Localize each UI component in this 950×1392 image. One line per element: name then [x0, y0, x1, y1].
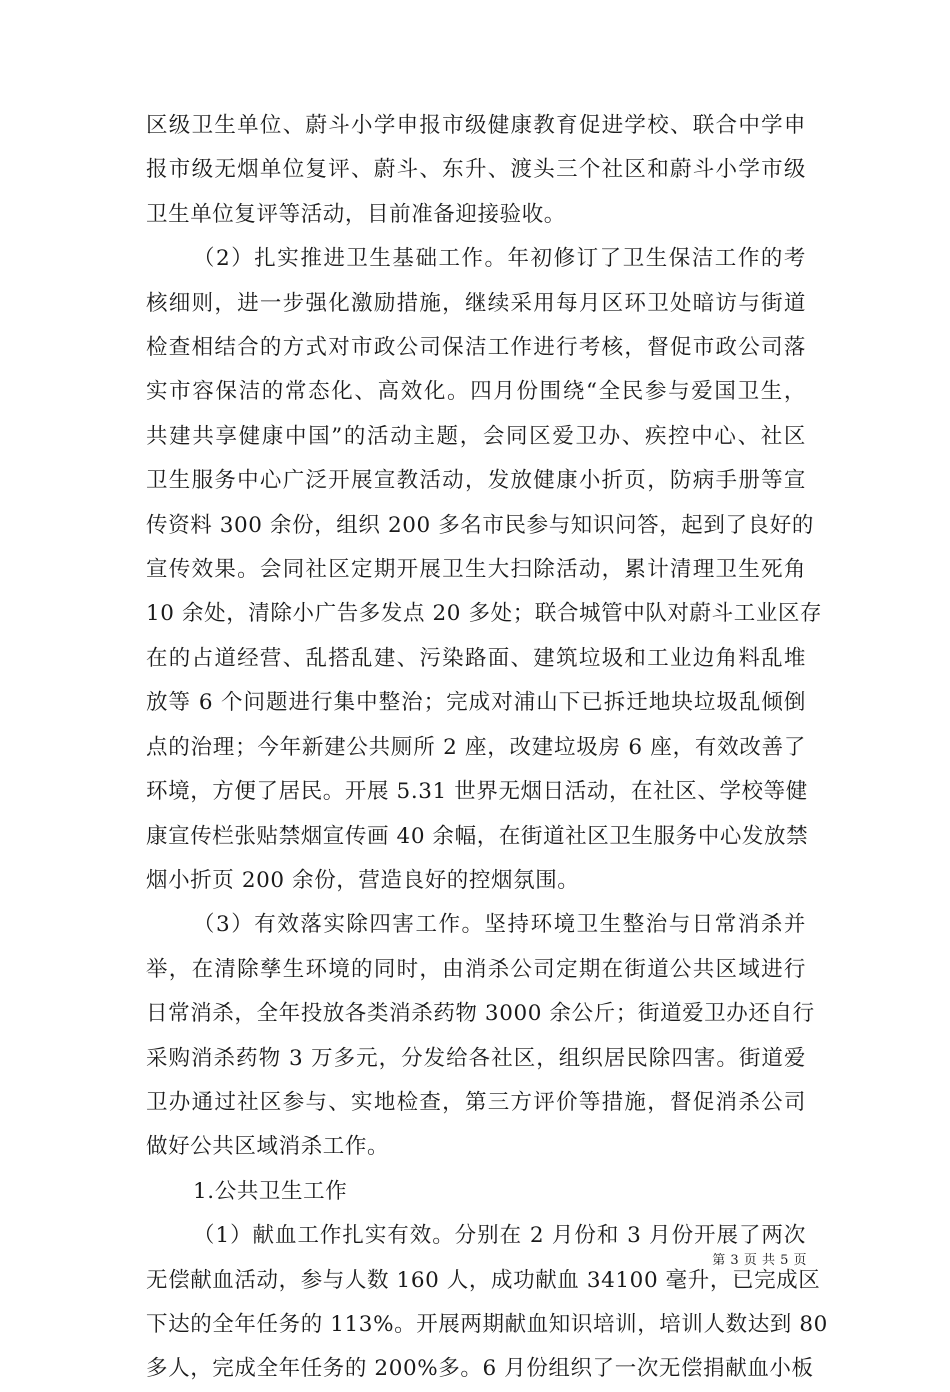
text-line: 检查相结合的方式对市政公司保洁工作进行考核，督促市政公司落: [146, 335, 806, 361]
text-line: 点的治理；今年新建公共厕所 2 座，改建垃圾房 6 座，有效改善了: [146, 734, 806, 760]
text-line: 报市级无烟单位复评、蔚斗、东升、渡头三个社区和蔚斗小学市级: [146, 157, 806, 183]
text-line: 区级卫生单位、蔚斗小学申报市级健康教育促进学校、联合中学申: [146, 113, 806, 138]
paragraph-sanitation-basics: [146, 237, 823, 903]
text-line: 共建共享健康中国”的活动主题，会同区爱卫办、疾控中心、社区: [146, 423, 806, 449]
text-line: 在的占道经营、乱搭乱建、污染路面、建筑垃圾和工业边角料乱堆: [146, 645, 806, 671]
text-line: 1.公共卫生工作: [193, 1178, 348, 1204]
text-line: （1）献血工作扎实有效。分别在 2 月份和 3 月份开展了两次: [193, 1223, 806, 1249]
text-line: 无偿献血活动，参与人数 160 人，成功献血 34100 毫升，已完成区: [146, 1267, 821, 1293]
text-line: 环境，方便了居民。开展 5.31 世界无烟日活动，在社区、学校等健: [146, 779, 808, 805]
text-line: 核细则，进一步强化激励措施，继续采用每月区环卫处暗访与街道: [146, 290, 806, 316]
text-line: 多人，完成全年任务的 200%多。6 月份组织了一次无偿捐献血小板: [146, 1356, 814, 1382]
text-line: 10 余处，清除小广告多发点 20 多处；联合城管中队对蔚斗工业区存: [146, 601, 823, 627]
text-line: 卫生服务中心广泛开展宣教活动，发放健康小折页，防病手册等宣: [146, 468, 806, 494]
text-line: 传资料 300 余份，组织 200 多名市民参与知识问答，起到了良好的: [146, 512, 814, 538]
text-line: 烟小折页 200 余份，营造良好的控烟氛围。: [146, 867, 580, 893]
text-line: 采购消杀药物 3 万多元，分发给各社区，组织居民除四害。街道爱: [146, 1045, 806, 1071]
paragraph-pest-control: [146, 903, 815, 1169]
page-number-footer: 第 3 页 共 5 页: [712, 1253, 807, 1268]
text-line: 举，在清除孳生环境的同时，由消杀公司定期在街道公共区域进行: [146, 956, 806, 982]
paragraph-blood-donation: [146, 1214, 828, 1392]
text-line: （3）有效落实除四害工作。坚持环境卫生整治与日常消杀并: [193, 912, 806, 938]
text-line: 宣传效果。会同社区定期开展卫生大扫除活动，累计清理卫生死角: [146, 557, 806, 583]
text-line: （2）扎实推进卫生基础工作。年初修订了卫生保洁工作的考: [193, 246, 806, 272]
text-line: 卫生单位复评等活动，目前准备迎接验收。: [146, 201, 566, 227]
paragraph-unit-review: [146, 104, 806, 237]
text-line: 康宣传栏张贴禁烟宣传画 40 余幅，在街道社区卫生服务中心发放禁: [146, 823, 809, 849]
section-heading-public-health: [146, 1170, 806, 1214]
text-line: 放等 6 个问题进行集中整治；完成对浦山下已拆迁地块垃圾乱倾倒: [146, 690, 806, 716]
text-line: 做好公共区域消杀工作。: [146, 1134, 390, 1160]
text-line: 日常消杀，全年投放各类消杀药物 3000 余公斤；街道爱卫办还自行: [146, 1001, 815, 1027]
text-line: 实市容保洁的常态化、高效化。四月份围绕“全民参与爱国卫生，: [146, 379, 806, 405]
text-line: 卫办通过社区参与、实地检查，第三方评价等措施，督促消杀公司: [146, 1089, 806, 1115]
document-body: [146, 104, 828, 1392]
text-line: 下达的全年任务的 113%。开展两期献血知识培训，培训人数达到 80: [146, 1311, 828, 1337]
